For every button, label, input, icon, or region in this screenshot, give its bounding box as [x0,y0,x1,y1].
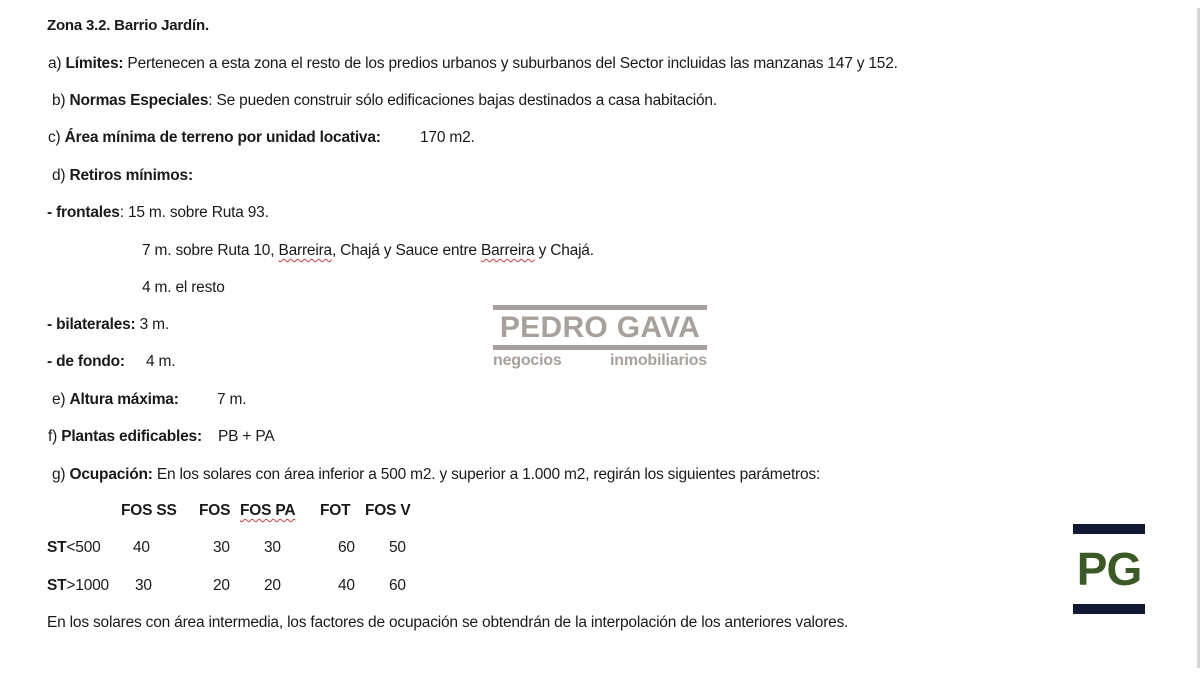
item-d-retiros: d) Retiros mínimos: [52,167,193,184]
table-cell: 60 [338,539,355,556]
normas-label: Normas Especiales [69,92,209,109]
watermark-sub-left: negocios [493,352,562,369]
spellcheck-word: Barreira [278,242,332,259]
area-label: Área mínima de terreno por unidad locativa: [64,129,381,146]
logo-text: PG [1076,543,1142,595]
table-cell: 40 [133,539,150,556]
fondo-label: - de fondo: [47,353,125,370]
item-a-limites: a) Límites: Pertenecen a esta zona el resto de los predios urbanos y suburbanos del Sector incluidas las manzanas 147 y 152. [48,55,898,72]
item-c-area: c) Área mínima de terreno por unidad locativa: [48,129,381,146]
logo-bar-top [1073,524,1145,534]
logo-bar-bottom [1073,604,1145,614]
frontales-line-3: 4 m. el resto [142,279,225,296]
normas-text: : Se pueden construir sólo edificaciones bajas destinados a casa habitación. [208,92,717,109]
fondo-line [47,352,125,372]
table-row-label: ST<500 [47,539,101,556]
table-cell: 30 [135,577,152,594]
frontales-line: - frontales: 15 m. sobre Ruta 93. [47,204,269,221]
retiros-label: Retiros mínimos: [69,167,193,184]
table-header: FOT [320,502,351,519]
altura-value: 7 m. [217,391,247,408]
fondo-value: 4 m. [146,353,176,370]
table-row-label: ST>1000 [47,577,109,594]
table-cell: 20 [264,577,281,594]
bilaterales-line: - bilaterales: 3 m. [47,316,169,333]
table-header: FOS SS [121,502,177,519]
table-cell: 50 [389,539,406,556]
bilaterales-label: - bilaterales: [47,316,136,333]
footer-note: En los solares con área intermedia, los factores de ocupación se obtendrán de la interpolación de los anteriores valores. [47,614,849,631]
limites-label: Límites: [65,55,124,72]
watermark-title: PEDRO GAVA [499,311,701,344]
table-cell: 20 [213,577,230,594]
table-header: FOS [199,502,231,519]
pedro-gava-watermark [493,305,707,375]
watermark-sub-right: inmobiliarios [610,352,707,369]
limites-text: Pertenecen a esta zona el resto de los predios urbanos y suburbanos del Sector incluidas las manzanas 147 y 152. [123,55,898,72]
plantas-label: Plantas edificables: [61,428,202,445]
table-cell: 40 [338,577,355,594]
frontales-line-2: 7 m. sobre Ruta 10, Barreira, Chajá y Sauce entre Barreira y Chajá. [142,242,594,259]
plantas-value: PB + PA [218,428,275,445]
ocupacion-label: Ocupación: [69,466,153,483]
table-cell: 30 [264,539,281,556]
section-title: Zona 3.2. Barrio Jardín. [47,17,209,34]
item-f-plantas: f) Plantas edificables: [48,428,202,445]
item-e-altura: e) Altura máxima: [52,391,179,408]
pg-logo [1073,524,1145,614]
area-value: 170 m2. [420,129,475,146]
table-cell: 30 [213,539,230,556]
item-g-ocupacion: g) Ocupación: En los solares con área inferior a 500 m2. y superior a 1.000 m2, regirán los siguientes parámetros: [52,466,821,483]
table-cell: 60 [389,577,406,594]
spellcheck-word: Barreira [480,242,535,259]
watermark-bar-bottom [493,345,707,350]
item-b-normas: b) Normas Especiales: Se pueden construir sólo edificaciones bajas destinados a casa habitación. [52,92,717,109]
watermark-bar-top [493,305,707,310]
altura-label: Altura máxima: [69,391,179,408]
table-header: FOS V [365,502,411,519]
table-header: FOS PA [240,502,296,519]
frontales-label: - frontales [47,204,120,221]
